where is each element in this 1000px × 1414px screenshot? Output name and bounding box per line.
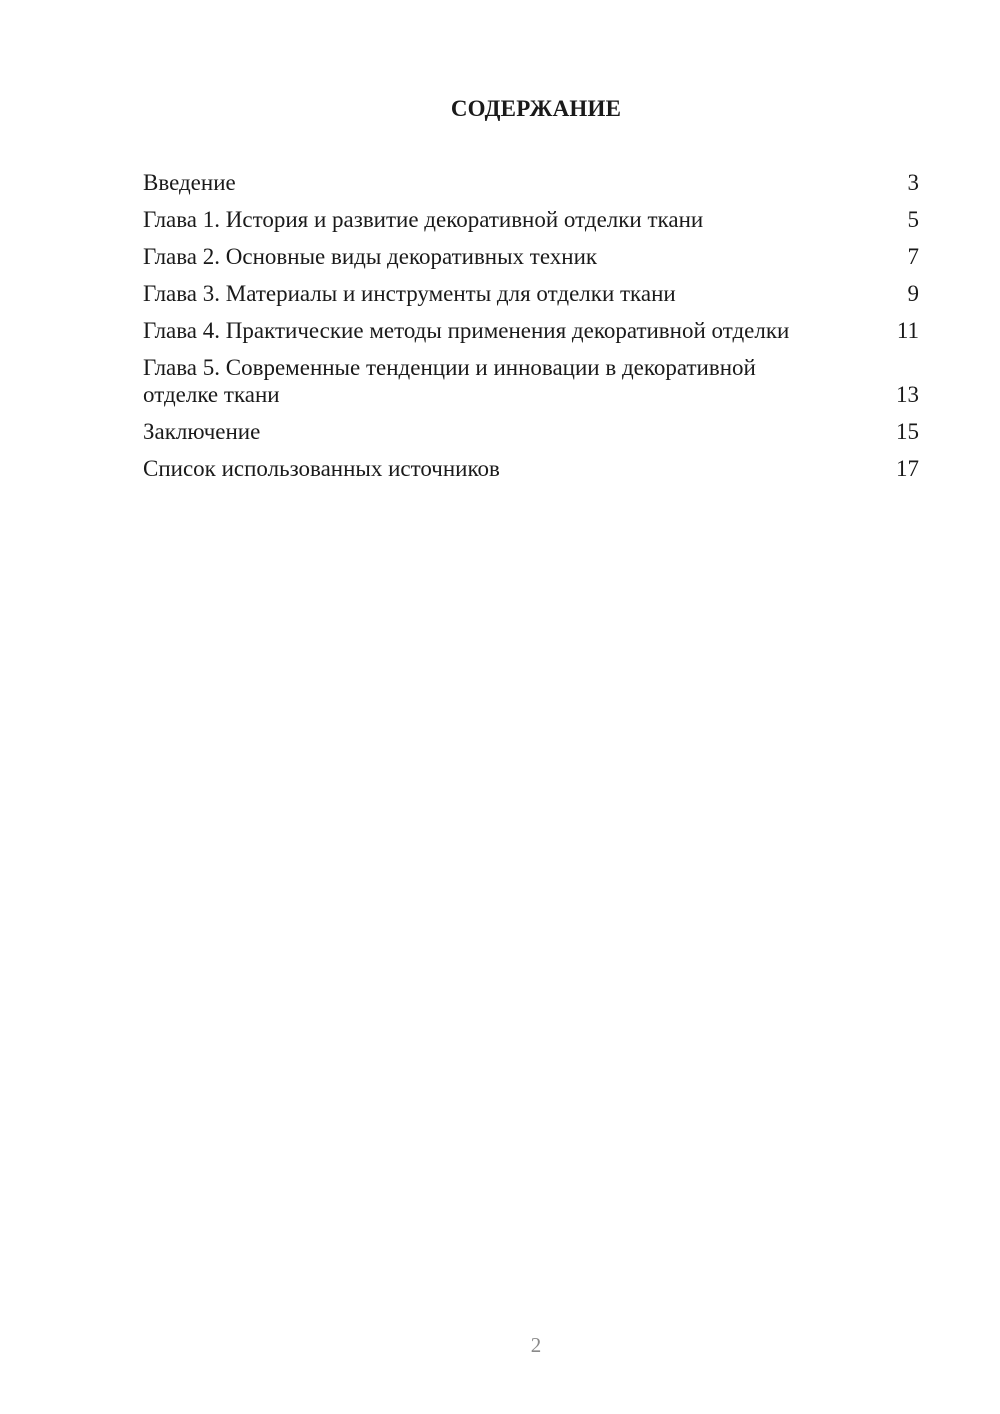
toc-entry-page: 15 [896, 419, 919, 444]
toc-entry-page: 7 [907, 244, 919, 269]
page-title: СОДЕРЖАНИЕ [450, 96, 622, 121]
toc-entry-title: Введение [143, 170, 236, 195]
table-of-contents [143, 169, 919, 492]
toc-entry-page: 9 [907, 281, 919, 306]
toc-entry-chapter-2[interactable] [143, 243, 919, 270]
toc-entry-page: 17 [896, 456, 919, 481]
toc-entry-chapter-4[interactable] [143, 317, 919, 344]
toc-entry-title: Глава 5. Современные тенденции и инновации в декоративной отделке ткани [143, 355, 756, 407]
toc-entry-title: Глава 3. Материалы и инструменты для отделки ткани [143, 281, 676, 306]
toc-entry-title: Глава 1. История и развитие декоративной отделки ткани [143, 207, 704, 232]
toc-entry-title: Глава 4. Практические методы применения декоративной отделки [143, 318, 790, 343]
toc-entry-page: 3 [907, 170, 919, 195]
toc-entry-references[interactable] [143, 455, 919, 482]
toc-entry-page: 11 [896, 318, 919, 343]
toc-entry-title: Глава 2. Основные виды декоративных техник [143, 244, 598, 269]
toc-entry-page: 13 [896, 382, 919, 407]
toc-entry-page: 5 [907, 207, 919, 232]
toc-entry-chapter-3[interactable] [143, 280, 919, 307]
toc-entry-title: Список использованных источников [143, 456, 500, 481]
page-number: 2 [530, 1333, 542, 1357]
toc-entry-introduction[interactable] [143, 169, 919, 196]
toc-entry-chapter-5[interactable] [143, 354, 919, 408]
toc-entry-chapter-1[interactable] [143, 206, 919, 233]
toc-entry-conclusion[interactable] [143, 418, 919, 445]
toc-entry-title: Заключение [143, 419, 261, 444]
